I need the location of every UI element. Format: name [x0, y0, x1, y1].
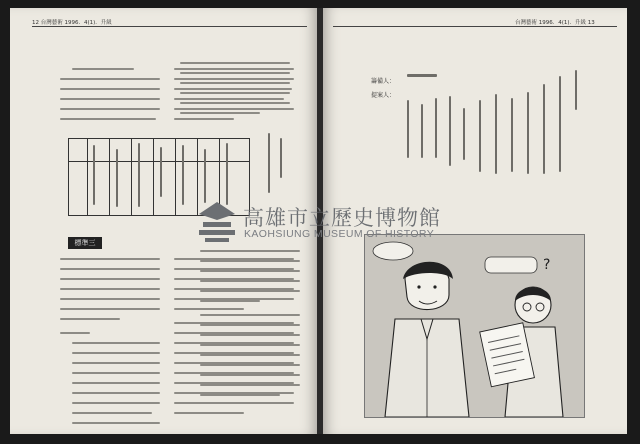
section-box-label: 標準三: [68, 237, 102, 249]
right-page-header: 台灣藝術 1996．4(1)．升級 13: [515, 20, 595, 26]
museum-logo-icon: [195, 200, 239, 244]
svg-text:?: ?: [543, 257, 551, 273]
watermark-subtitle: KAOHSIUNG MUSEUM OF HISTORY: [244, 228, 435, 240]
left-header-rule: [32, 26, 307, 27]
right-header-rule: [333, 26, 617, 27]
proposer-label: 提案人：: [371, 92, 396, 99]
museum-watermark: [195, 200, 455, 246]
left-page-header: 12 台灣藝術 1996．4(1)．升級: [32, 20, 112, 26]
cartoon-figures: [365, 235, 584, 417]
organizer-label: 籌備人：: [371, 78, 396, 85]
cartoon-illustration: [364, 234, 585, 418]
watermark-title: 高雄市立歷史博物館: [243, 206, 441, 230]
